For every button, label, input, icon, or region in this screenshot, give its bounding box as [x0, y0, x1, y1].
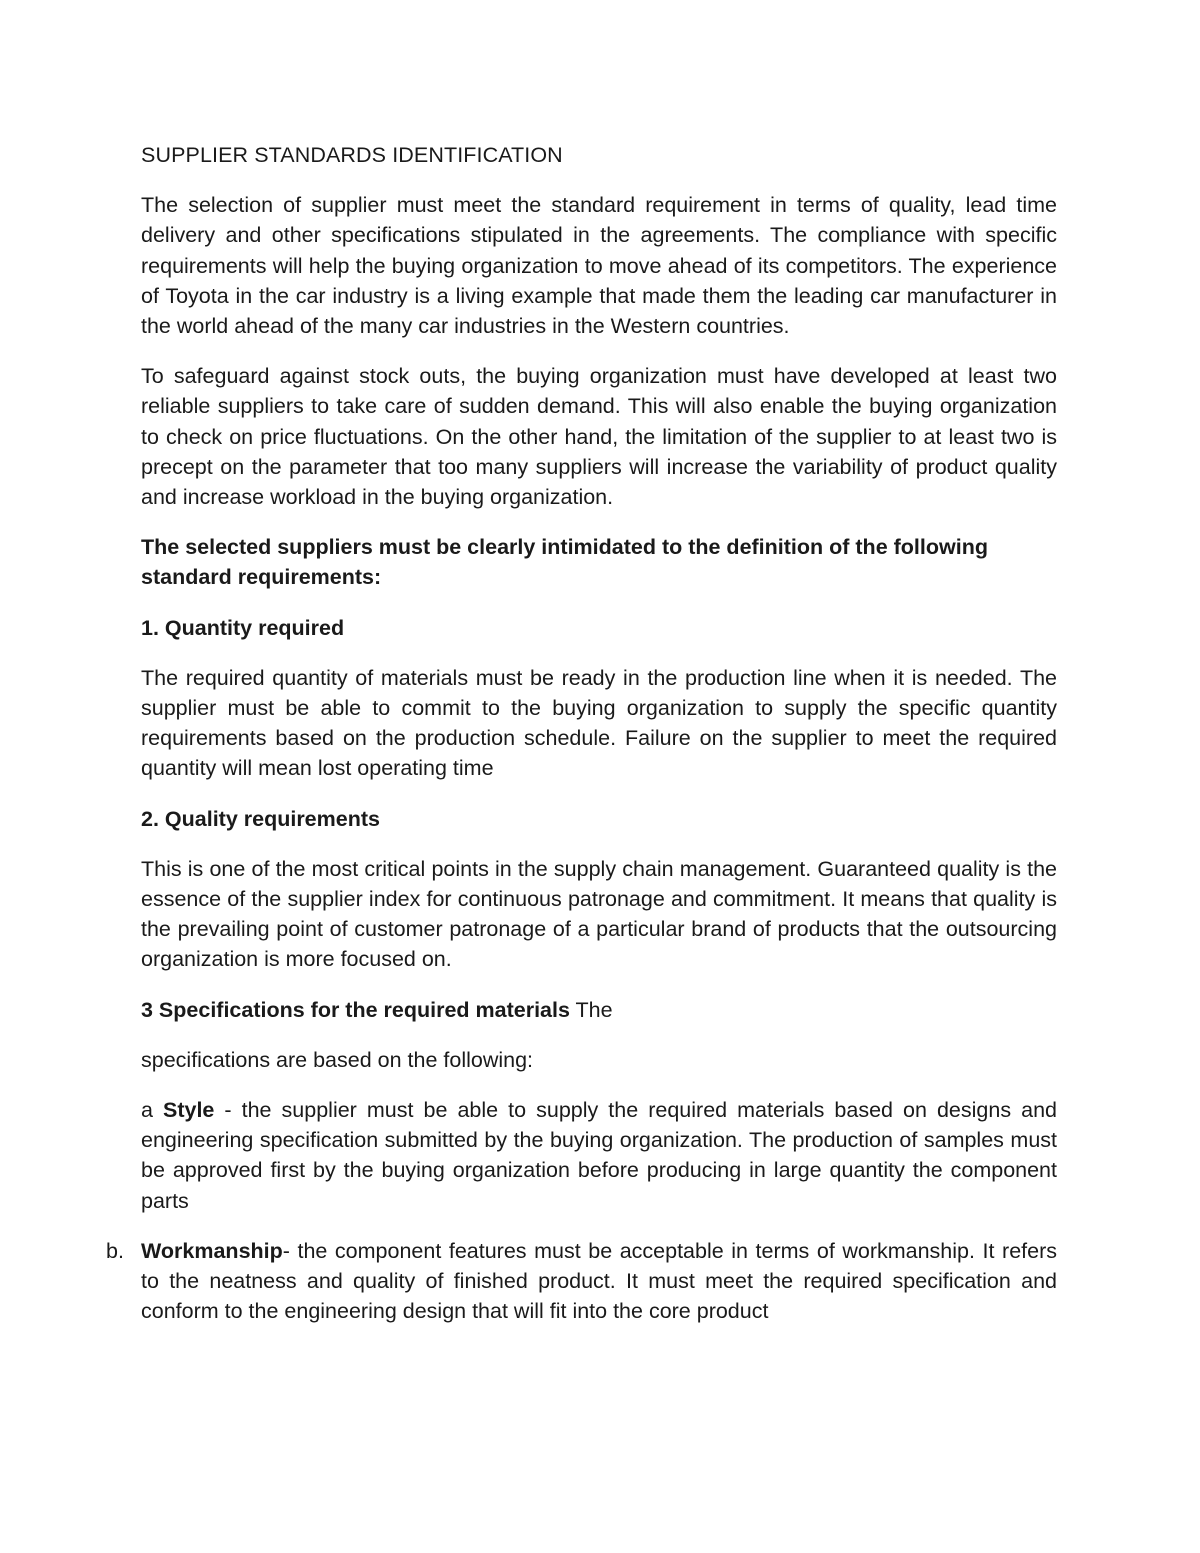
- standard-requirements-heading: The selected suppliers must be clearly intimidated to the definition of the following standard requirements:: [141, 535, 988, 590]
- section-quality-heading: 2. Quality requirements: [141, 806, 380, 831]
- section-specifications-heading: 3 Specifications for the required materials: [141, 997, 570, 1022]
- document-title: SUPPLIER STANDARDS IDENTIFICATION: [141, 143, 563, 167]
- list-term-workmanship: Workmanship: [141, 1238, 283, 1263]
- list-text-style: - the supplier must be able to supply the required materials based on designs and engineering specification submitted by the buying organization. The production of samples must be approved first by the buying organization before producing in large quantity the component parts: [141, 1098, 1057, 1213]
- section-quantity-heading: 1. Quantity required: [141, 615, 345, 640]
- list-text-workmanship: - the component features must be acceptable in terms of workmanship. It refers to the neatness and quality of finished product. It must meet the required specification and conform to the engineering design that will fit into the core product: [141, 1238, 1057, 1324]
- paragraph-supplier-selection: The selection of supplier must meet the standard requirement in terms of quality, lead time delivery and other specifications stipulated in the agreements. The compliance with specific requirements will help the buying organization to move ahead of its competitors. The experience of Toyota in the car industry is a living example that made them the leading car manufacturer in the world ahead of the many car industries in the Western countries.: [141, 193, 1057, 339]
- list-marker-a: a: [141, 1098, 163, 1123]
- document-page: [106, 140, 1057, 1327]
- section-quality-body: This is one of the most critical points in the supply chain management. Guaranteed quality is the essence of the supplier index for continuous patronage and commitment. It means that quality is the prevailing point of customer patronage of a particular brand of products that the outsourcing organization is more focused on.: [141, 856, 1057, 972]
- section-specifications-heading-line: [141, 995, 1057, 1025]
- paragraph-stock-outs: To safeguard against stock outs, the buying organization must have developed at least two reliable suppliers to take care of sudden demand. This will also enable the buying organization to check on price fluctuations. On the other hand, the limitation of the supplier to at least two is precept on the parameter that too many suppliers will increase the variability of product quality and increase workload in the buying organization.: [141, 364, 1057, 510]
- list-item-style: [141, 1095, 1057, 1216]
- list-item-workmanship: [106, 1236, 1057, 1327]
- list-marker-b: b.: [106, 1238, 124, 1263]
- section-specifications-intro: specifications are based on the following:: [141, 1047, 534, 1072]
- list-term-style: Style: [163, 1098, 215, 1123]
- section-quantity-body: The required quantity of materials must be ready in the production line when it is needed. The supplier must be able to commit to the buying organization to supply the specific quantity requirements based on the production schedule. Failure on the supplier to meet the required quantity will mean lost operating time: [141, 665, 1057, 781]
- section-specifications-heading-trailing: The: [569, 997, 613, 1022]
